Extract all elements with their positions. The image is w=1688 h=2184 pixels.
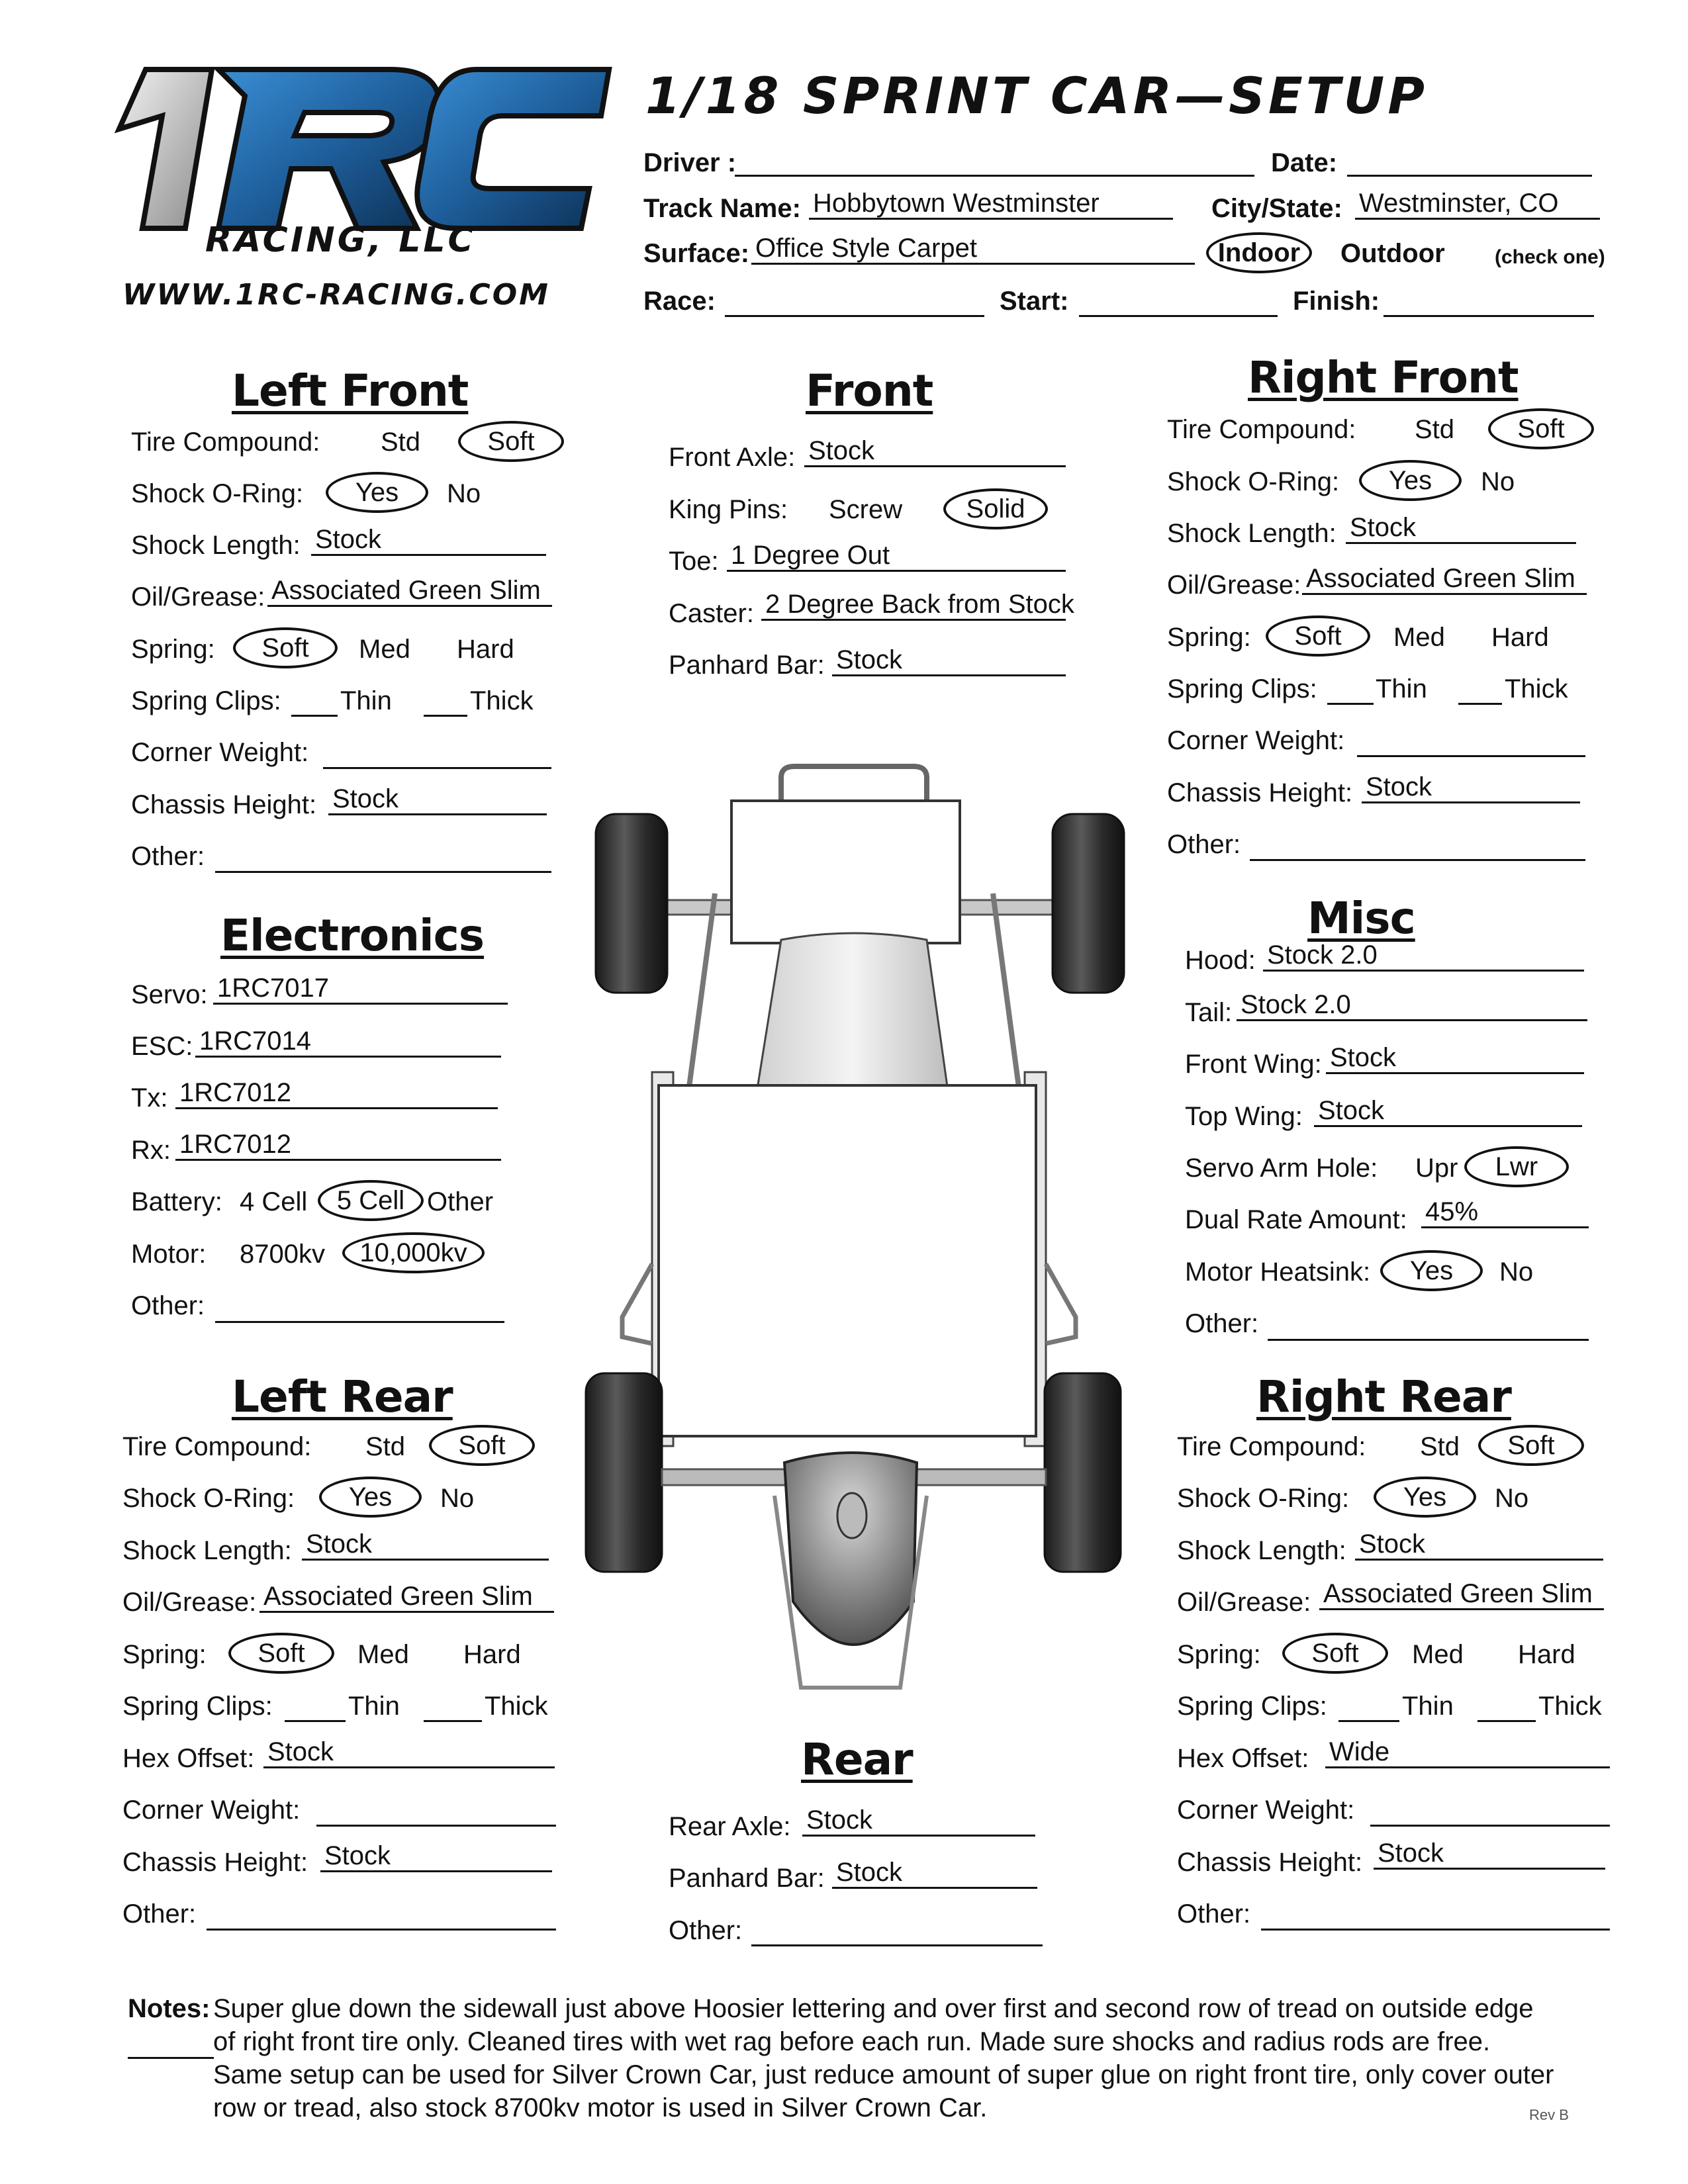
race-field[interactable] <box>725 285 984 317</box>
rr-oil-field[interactable]: Associated Green Slim <box>1319 1578 1604 1610</box>
notes-underline <box>128 2057 214 2059</box>
start-label: Start: <box>1000 287 1069 316</box>
track-name-label: Track Name: <box>643 194 801 223</box>
rr-oil-label: Oil/Grease: <box>1177 1588 1311 1617</box>
front-wing-label: Front Wing: <box>1185 1050 1322 1079</box>
lr-oring-yes-selected[interactable]: Yes <box>319 1477 422 1518</box>
lf-spring-soft-selected[interactable]: Soft <box>233 627 338 668</box>
left-rear-heading: Left Rear <box>232 1371 453 1422</box>
lr-spring-hard[interactable]: Hard <box>463 1640 521 1669</box>
lr-length-label: Shock Length: <box>122 1536 292 1565</box>
motor-heatsink-label: Motor Heatsink: <box>1185 1257 1371 1287</box>
servo-arm-upr[interactable]: Upr <box>1415 1154 1458 1183</box>
rr-clips-thick-blank[interactable] <box>1477 1694 1536 1722</box>
rf-oil-label: Oil/Grease: <box>1167 570 1301 600</box>
rr-oring-yes-selected[interactable]: Yes <box>1374 1477 1476 1518</box>
surface-label: Surface: <box>643 239 750 268</box>
logo-website: WWW.1RC-RACING.COM <box>122 278 550 312</box>
rf-clips-label: Spring Clips: <box>1167 674 1317 704</box>
rr-hex-field[interactable]: Wide <box>1325 1737 1610 1768</box>
rr-other-field[interactable] <box>1261 1898 1610 1931</box>
notes-line-4: row or tread, also stock 8700kv motor is used in Silver Crown Car. <box>213 2093 988 2122</box>
notes-label: Notes: <box>128 1994 211 2023</box>
rf-oil-field[interactable]: Associated Green Slim <box>1302 563 1587 595</box>
lr-oil-field[interactable]: Associated Green Slim <box>259 1581 554 1613</box>
rf-height-label: Chassis Height: <box>1167 778 1353 807</box>
rx-label: Rx: <box>131 1136 171 1165</box>
rf-oring-yes-selected[interactable]: Yes <box>1359 460 1462 501</box>
front-panhard-field[interactable]: Stock <box>832 645 1066 676</box>
rear-axle-field[interactable]: Stock <box>802 1805 1035 1837</box>
tail-label: Tail: <box>1185 998 1233 1027</box>
lr-oring-label: Shock O-Ring: <box>122 1484 295 1513</box>
lf-oil-label: Oil/Grease: <box>131 582 265 612</box>
lf-tire-std[interactable]: Std <box>381 428 421 457</box>
sprint-car-drawing <box>583 761 1165 1701</box>
king-pins-label: King Pins: <box>669 495 788 524</box>
lf-clips-label: Spring Clips: <box>131 686 281 715</box>
battery-other[interactable]: Other <box>427 1187 494 1216</box>
rf-length-field[interactable]: Stock <box>1346 512 1576 544</box>
lr-clips-label: Spring Clips: <box>122 1692 273 1721</box>
rf-oring-no[interactable]: No <box>1481 467 1515 496</box>
rf-spring-label: Spring: <box>1167 623 1251 652</box>
king-pins-screw[interactable]: Screw <box>829 495 903 524</box>
rr-clips-thin: Thin <box>1402 1692 1454 1721</box>
rr-oring-label: Shock O-Ring: <box>1177 1484 1350 1513</box>
notes-line-3: Same setup can be used for Silver Crown Car, just reduce amount of super glue on right front tire, only cover outer <box>213 2060 1554 2089</box>
lr-other-label: Other: <box>122 1899 197 1929</box>
lr-hex-field[interactable]: Stock <box>263 1737 555 1768</box>
track-name-field[interactable]: Hobbytown Westminster <box>809 188 1173 220</box>
lf-length-field[interactable]: Stock <box>311 524 546 556</box>
rf-oring-label: Shock O-Ring: <box>1167 467 1340 496</box>
caster-field[interactable]: 2 Degree Back from Stock <box>761 589 1066 621</box>
company-logo <box>106 56 622 314</box>
lf-oil-field[interactable]: Associated Green Slim <box>267 575 552 607</box>
front-axle-field[interactable]: Stock <box>804 435 1066 467</box>
rx-field[interactable]: 1RC7012 <box>175 1129 501 1161</box>
lf-oring-yes-selected[interactable]: Yes <box>326 472 428 513</box>
rr-clips-thick: Thick <box>1538 1692 1602 1721</box>
tx-field[interactable]: 1RC7012 <box>175 1077 498 1109</box>
caster-label: Caster: <box>669 599 754 628</box>
rf-length-label: Shock Length: <box>1167 519 1336 548</box>
revision-footer: Rev B <box>1529 2107 1569 2123</box>
indoor-option-selected[interactable]: Indoor <box>1206 232 1312 273</box>
sprint-car-illustration <box>583 761 1165 1701</box>
rr-spring-soft-selected[interactable]: Soft <box>1282 1633 1388 1674</box>
lr-weight-field[interactable] <box>316 1794 556 1827</box>
lf-spring-label: Spring: <box>131 635 215 664</box>
servo-arm-lwr-selected[interactable]: Lwr <box>1464 1146 1569 1187</box>
rf-clips-thin-blank[interactable] <box>1327 676 1374 705</box>
lr-spring-soft-selected[interactable]: Soft <box>228 1633 334 1674</box>
top-wing-field[interactable]: Stock <box>1314 1095 1582 1127</box>
lr-tire-std[interactable]: Std <box>365 1432 406 1461</box>
lf-oring-no[interactable]: No <box>447 479 481 508</box>
motor-10000kv-selected[interactable]: 10,000kv <box>342 1232 485 1273</box>
logo-company-name: RACING, LLC <box>205 220 476 260</box>
rf-tire-label: Tire Compound: <box>1167 415 1356 444</box>
lr-tire-label: Tire Compound: <box>122 1432 312 1461</box>
servo-label: Servo: <box>131 980 208 1009</box>
rear-other-field[interactable] <box>751 1914 1043 1946</box>
lr-hex-label: Hex Offset: <box>122 1744 255 1773</box>
outdoor-option[interactable]: Outdoor <box>1340 239 1445 268</box>
rr-weight-field[interactable] <box>1370 1794 1610 1827</box>
lr-other-field[interactable] <box>207 1898 556 1931</box>
lf-weight-field[interactable] <box>323 737 551 769</box>
lf-weight-label: Corner Weight: <box>131 738 309 767</box>
rf-weight-field[interactable] <box>1357 725 1585 757</box>
rr-height-field[interactable]: Stock <box>1374 1838 1605 1870</box>
finish-field[interactable] <box>1383 285 1594 317</box>
lr-oil-label: Oil/Grease: <box>122 1588 257 1617</box>
lr-weight-label: Corner Weight: <box>122 1796 301 1825</box>
lf-height-field[interactable]: Stock <box>328 784 547 815</box>
lf-oring-label: Shock O-Ring: <box>131 479 304 508</box>
lf-height-label: Chassis Height: <box>131 790 317 819</box>
servo-arm-hole-label: Servo Arm Hole: <box>1185 1154 1378 1183</box>
misc-other-label: Other: <box>1185 1309 1259 1338</box>
rf-clips-thin: Thin <box>1376 674 1427 704</box>
lr-clips-thick-blank[interactable] <box>424 1694 482 1722</box>
motor-label: Motor: <box>131 1240 207 1269</box>
hood-field[interactable]: Stock 2.0 <box>1263 940 1584 972</box>
rf-tire-soft-selected[interactable]: Soft <box>1488 408 1594 449</box>
hood-label: Hood: <box>1185 946 1256 975</box>
lf-clips-thick-blank[interactable] <box>424 688 467 717</box>
front-axle-label: Front Axle: <box>669 443 796 472</box>
tail-field[interactable]: Stock 2.0 <box>1237 989 1587 1021</box>
tx-label: Tx: <box>131 1083 168 1113</box>
rear-panhard-field[interactable]: Stock <box>832 1857 1037 1889</box>
lf-clips-thick: Thick <box>470 686 534 715</box>
lr-spring-label: Spring: <box>122 1640 207 1669</box>
esc-label: ESC: <box>131 1032 193 1061</box>
lf-clips-thin-blank[interactable] <box>291 688 338 717</box>
lf-clips-thin: Thin <box>340 686 392 715</box>
rr-tire-label: Tire Compound: <box>1177 1432 1366 1461</box>
rf-clips-thick: Thick <box>1505 674 1568 704</box>
top-wing-label: Top Wing: <box>1185 1102 1303 1131</box>
notes-line-2: of right front tire only. Cleaned tires with wet rag before each run. Made sure shocks and radius rods are free. <box>213 2027 1491 2056</box>
rf-clips-thick-blank[interactable] <box>1458 676 1502 705</box>
lr-height-label: Chassis Height: <box>122 1848 308 1877</box>
race-label: Race: <box>643 287 716 316</box>
driver-label: Driver : <box>643 148 737 177</box>
rr-tire-std[interactable]: Std <box>1420 1432 1460 1461</box>
right-front-heading: Right Front <box>1248 352 1519 403</box>
rf-weight-label: Corner Weight: <box>1167 726 1345 755</box>
rr-oring-no[interactable]: No <box>1495 1484 1529 1513</box>
rr-clips-label: Spring Clips: <box>1177 1692 1327 1721</box>
rear-heading: Rear <box>801 1734 913 1785</box>
date-field[interactable] <box>1347 144 1592 177</box>
surface-field[interactable]: Office Style Carpet <box>751 233 1195 265</box>
rear-other-label: Other: <box>669 1916 743 1945</box>
rf-spring-hard[interactable]: Hard <box>1491 623 1549 652</box>
check-one-hint: (check one) <box>1495 246 1605 268</box>
rr-height-label: Chassis Height: <box>1177 1848 1363 1877</box>
city-state-field[interactable]: Westminster, CO <box>1355 188 1600 220</box>
lr-oring-no[interactable]: No <box>440 1484 475 1513</box>
rear-panhard-label: Panhard Bar: <box>669 1864 825 1893</box>
lr-clips-thin-blank[interactable] <box>285 1694 346 1722</box>
rf-other-field[interactable] <box>1250 829 1585 861</box>
page-title: 1/18 SPRINT CAR—SETUP <box>645 66 1429 125</box>
rear-axle-label: Rear Axle: <box>669 1812 791 1841</box>
rr-tire-soft-selected[interactable]: Soft <box>1478 1425 1584 1466</box>
rf-spring-med[interactable]: Med <box>1393 623 1445 652</box>
notes-line-1: Super glue down the sidewall just above Hoosier lettering and over first and second row of tread on outside edge <box>213 1994 1534 2023</box>
front-panhard-label: Panhard Bar: <box>669 651 825 680</box>
rr-spring-med[interactable]: Med <box>1412 1640 1464 1669</box>
lr-length-field[interactable]: Stock <box>302 1529 549 1561</box>
king-pins-solid-selected[interactable]: Solid <box>943 488 1048 529</box>
rf-tire-std[interactable]: Std <box>1415 415 1455 444</box>
lf-other-label: Other: <box>131 842 205 871</box>
electronics-other-field[interactable] <box>215 1291 504 1323</box>
lf-tire-soft-selected[interactable]: Soft <box>458 421 564 462</box>
motor-8700kv[interactable]: 8700kv <box>240 1240 325 1269</box>
lf-length-label: Shock Length: <box>131 531 301 560</box>
left-front-heading: Left Front <box>232 365 469 416</box>
lr-height-field[interactable]: Stock <box>320 1841 552 1872</box>
rr-spring-hard[interactable]: Hard <box>1518 1640 1575 1669</box>
dual-rate-label: Dual Rate Amount: <box>1185 1205 1407 1234</box>
rr-length-field[interactable]: Stock <box>1355 1529 1603 1561</box>
battery-4-cell[interactable]: 4 Cell <box>240 1187 308 1216</box>
battery-5-cell-selected[interactable]: 5 Cell <box>318 1180 424 1221</box>
lr-clips-thin: Thin <box>348 1692 400 1721</box>
servo-field[interactable]: 1RC7017 <box>213 973 508 1005</box>
lf-spring-hard[interactable]: Hard <box>457 635 514 664</box>
date-label: Date: <box>1271 148 1338 177</box>
rr-clips-thin-blank[interactable] <box>1338 1694 1399 1722</box>
front-wing-field[interactable]: Stock <box>1326 1042 1584 1074</box>
rf-spring-soft-selected[interactable]: Soft <box>1266 615 1370 657</box>
driver-field[interactable] <box>735 144 1254 177</box>
start-field[interactable] <box>1079 285 1278 317</box>
rf-other-label: Other: <box>1167 830 1241 859</box>
misc-other-field[interactable] <box>1268 1308 1589 1341</box>
lr-tire-soft-selected[interactable]: Soft <box>429 1425 535 1466</box>
right-rear-heading: Right Rear <box>1256 1371 1511 1422</box>
rr-other-label: Other: <box>1177 1899 1251 1929</box>
rr-length-label: Shock Length: <box>1177 1536 1346 1565</box>
dual-rate-field[interactable]: 45% <box>1421 1197 1589 1228</box>
front-heading: Front <box>806 365 933 416</box>
rr-spring-label: Spring: <box>1177 1640 1261 1669</box>
city-state-label: City/State: <box>1211 194 1342 223</box>
misc-heading: Misc <box>1307 893 1415 944</box>
esc-field[interactable]: 1RC7014 <box>195 1026 501 1058</box>
battery-label: Battery: <box>131 1187 222 1216</box>
lf-tire-label: Tire Compound: <box>131 428 320 457</box>
lf-other-field[interactable] <box>215 841 551 873</box>
finish-label: Finish: <box>1293 287 1380 316</box>
lr-spring-med[interactable]: Med <box>357 1640 409 1669</box>
electronics-heading: Electronics <box>220 910 485 961</box>
lf-spring-med[interactable]: Med <box>359 635 410 664</box>
rr-hex-label: Hex Offset: <box>1177 1744 1309 1773</box>
toe-label: Toe: <box>669 547 719 576</box>
heatsink-yes-selected[interactable]: Yes <box>1380 1250 1483 1291</box>
electronics-other-label: Other: <box>131 1291 205 1320</box>
toe-field[interactable]: 1 Degree Out <box>727 540 1066 572</box>
lr-clips-thick: Thick <box>485 1692 548 1721</box>
heatsink-no[interactable]: No <box>1499 1257 1534 1287</box>
rr-weight-label: Corner Weight: <box>1177 1796 1355 1825</box>
rf-height-field[interactable]: Stock <box>1362 772 1580 803</box>
